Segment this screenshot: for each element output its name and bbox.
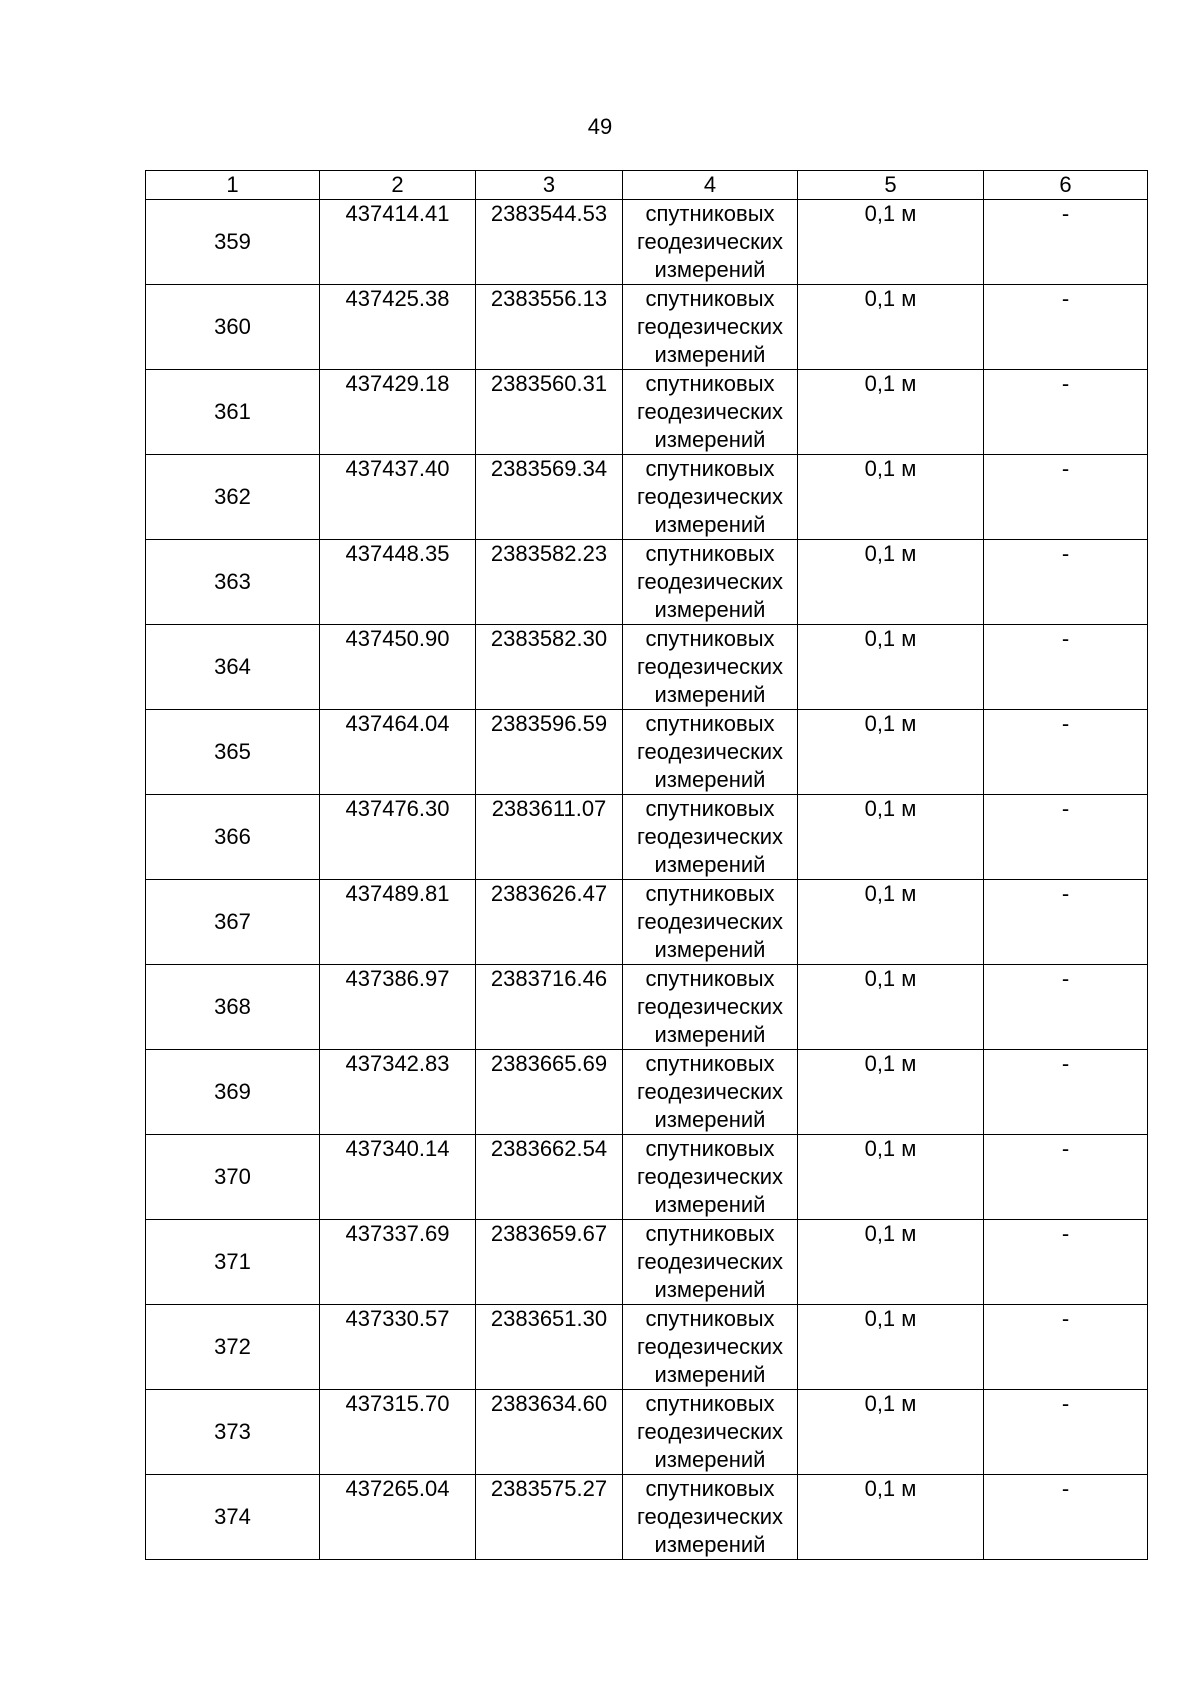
header-cell: 5 xyxy=(798,171,984,200)
accuracy-cell: 0,1 м xyxy=(798,370,984,455)
table-row xyxy=(146,1390,1148,1475)
method-line: спутниковых xyxy=(645,1136,775,1161)
page-number: 49 xyxy=(587,114,613,139)
accuracy-cell: 0,1 м xyxy=(798,1135,984,1220)
note-cell: - xyxy=(984,880,1148,965)
point-number-cell: 363 xyxy=(146,540,320,625)
method-line: измерений xyxy=(654,1192,766,1217)
header-cell: 3 xyxy=(476,171,623,200)
accuracy-cell: 0,1 м xyxy=(798,200,984,285)
table-header-row xyxy=(146,171,1148,200)
accuracy-cell: 0,1 м xyxy=(798,880,984,965)
accuracy-cell: 0,1 м xyxy=(798,1050,984,1135)
method-cell xyxy=(623,1220,798,1305)
header-cell: 6 xyxy=(984,171,1148,200)
y-coordinate-cell: 2383651.30 xyxy=(476,1305,623,1390)
method-line: геодезических xyxy=(636,1164,784,1189)
point-number-cell: 359 xyxy=(146,200,320,285)
x-coordinate-cell: 437340.14 xyxy=(320,1135,476,1220)
y-coordinate-cell: 2383560.31 xyxy=(476,370,623,455)
accuracy-cell: 0,1 м xyxy=(798,455,984,540)
note-cell: - xyxy=(984,1305,1148,1390)
y-coordinate-cell: 2383716.46 xyxy=(476,965,623,1050)
method-line: измерений xyxy=(654,257,766,282)
method-line: геодезических xyxy=(636,739,784,764)
note-cell: - xyxy=(984,1390,1148,1475)
header-cell: 4 xyxy=(623,171,798,200)
method-line: геодезических xyxy=(636,484,784,509)
table-row xyxy=(146,795,1148,880)
note-cell: - xyxy=(984,625,1148,710)
header-cell: 2 xyxy=(320,171,476,200)
method-line: геодезических xyxy=(636,824,784,849)
method-cell xyxy=(623,200,798,285)
method-cell xyxy=(623,455,798,540)
method-line: спутниковых xyxy=(645,966,775,991)
method-line: спутниковых xyxy=(645,1051,775,1076)
method-line: геодезических xyxy=(636,399,784,424)
method-line: измерений xyxy=(654,512,766,537)
y-coordinate-cell: 2383596.59 xyxy=(476,710,623,795)
method-line: геодезических xyxy=(636,654,784,679)
x-coordinate-cell: 437425.38 xyxy=(320,285,476,370)
method-line: геодезических xyxy=(636,314,784,339)
note-cell: - xyxy=(984,1135,1148,1220)
method-line: геодезических xyxy=(636,1079,784,1104)
method-line: измерений xyxy=(654,767,766,792)
table-row xyxy=(146,1305,1148,1390)
accuracy-cell: 0,1 м xyxy=(798,795,984,880)
method-line: измерений xyxy=(654,342,766,367)
method-line: спутниковых xyxy=(645,1391,775,1416)
method-line: измерений xyxy=(654,1362,766,1387)
method-line: спутниковых xyxy=(645,1476,775,1501)
note-cell: - xyxy=(984,1050,1148,1135)
note-cell: - xyxy=(984,795,1148,880)
table-row xyxy=(146,1135,1148,1220)
table-row xyxy=(146,880,1148,965)
x-coordinate-cell: 437489.81 xyxy=(320,880,476,965)
method-line: измерений xyxy=(654,682,766,707)
method-line: измерений xyxy=(654,1447,766,1472)
accuracy-cell: 0,1 м xyxy=(798,1390,984,1475)
x-coordinate-cell: 437414.41 xyxy=(320,200,476,285)
accuracy-cell: 0,1 м xyxy=(798,1475,984,1560)
method-line: измерений xyxy=(654,937,766,962)
y-coordinate-cell: 2383665.69 xyxy=(476,1050,623,1135)
method-line: геодезических xyxy=(636,909,784,934)
method-line: геодезических xyxy=(636,229,784,254)
method-line: спутниковых xyxy=(645,541,775,566)
method-line: геодезических xyxy=(636,1504,784,1529)
method-line: измерений xyxy=(654,1532,766,1557)
table-row xyxy=(146,625,1148,710)
point-number-cell: 371 xyxy=(146,1220,320,1305)
point-number-cell: 360 xyxy=(146,285,320,370)
method-line: спутниковых xyxy=(645,371,775,396)
y-coordinate-cell: 2383634.60 xyxy=(476,1390,623,1475)
y-coordinate-cell: 2383575.27 xyxy=(476,1475,623,1560)
method-line: измерений xyxy=(654,1277,766,1302)
x-coordinate-cell: 437342.83 xyxy=(320,1050,476,1135)
point-number-cell: 364 xyxy=(146,625,320,710)
method-line: геодезических xyxy=(636,1334,784,1359)
point-number-cell: 374 xyxy=(146,1475,320,1560)
accuracy-cell: 0,1 м xyxy=(798,1220,984,1305)
table-row xyxy=(146,285,1148,370)
note-cell: - xyxy=(984,285,1148,370)
x-coordinate-cell: 437476.30 xyxy=(320,795,476,880)
point-number-cell: 368 xyxy=(146,965,320,1050)
accuracy-cell: 0,1 м xyxy=(798,710,984,795)
method-line: спутниковых xyxy=(645,711,775,736)
method-cell xyxy=(623,540,798,625)
method-cell xyxy=(623,1305,798,1390)
point-number-cell: 370 xyxy=(146,1135,320,1220)
method-line: спутниковых xyxy=(645,1221,775,1246)
method-line: спутниковых xyxy=(645,881,775,906)
header-cell: 1 xyxy=(146,171,320,200)
table-row xyxy=(146,965,1148,1050)
method-line: геодезических xyxy=(636,1419,784,1444)
table-row xyxy=(146,1475,1148,1560)
method-cell xyxy=(623,965,798,1050)
method-line: измерений xyxy=(654,1107,766,1132)
table-row xyxy=(146,370,1148,455)
accuracy-cell: 0,1 м xyxy=(798,965,984,1050)
method-line: измерений xyxy=(654,597,766,622)
accuracy-cell: 0,1 м xyxy=(798,625,984,710)
point-number-cell: 369 xyxy=(146,1050,320,1135)
x-coordinate-cell: 437437.40 xyxy=(320,455,476,540)
point-number-cell: 365 xyxy=(146,710,320,795)
x-coordinate-cell: 437448.35 xyxy=(320,540,476,625)
method-cell xyxy=(623,1475,798,1560)
method-cell xyxy=(623,625,798,710)
y-coordinate-cell: 2383659.67 xyxy=(476,1220,623,1305)
y-coordinate-cell: 2383662.54 xyxy=(476,1135,623,1220)
y-coordinate-cell: 2383544.53 xyxy=(476,200,623,285)
x-coordinate-cell: 437265.04 xyxy=(320,1475,476,1560)
y-coordinate-cell: 2383569.34 xyxy=(476,455,623,540)
y-coordinate-cell: 2383611.07 xyxy=(476,795,623,880)
method-cell xyxy=(623,710,798,795)
y-coordinate-cell: 2383582.30 xyxy=(476,625,623,710)
note-cell: - xyxy=(984,200,1148,285)
table-row xyxy=(146,1220,1148,1305)
note-cell: - xyxy=(984,370,1148,455)
method-line: спутниковых xyxy=(645,626,775,651)
x-coordinate-cell: 437337.69 xyxy=(320,1220,476,1305)
x-coordinate-cell: 437429.18 xyxy=(320,370,476,455)
table-row xyxy=(146,710,1148,795)
note-cell: - xyxy=(984,1220,1148,1305)
point-number-cell: 366 xyxy=(146,795,320,880)
table-row xyxy=(146,200,1148,285)
method-line: измерений xyxy=(654,1022,766,1047)
x-coordinate-cell: 437450.90 xyxy=(320,625,476,710)
method-cell xyxy=(623,1050,798,1135)
method-line: геодезических xyxy=(636,994,784,1019)
method-line: спутниковых xyxy=(645,201,775,226)
method-line: геодезических xyxy=(636,569,784,594)
method-line: спутниковых xyxy=(645,1306,775,1331)
point-number-cell: 367 xyxy=(146,880,320,965)
point-number-cell: 373 xyxy=(146,1390,320,1475)
note-cell: - xyxy=(984,540,1148,625)
method-cell xyxy=(623,285,798,370)
method-line: спутниковых xyxy=(645,286,775,311)
method-cell xyxy=(623,880,798,965)
x-coordinate-cell: 437315.70 xyxy=(320,1390,476,1475)
table-row xyxy=(146,1050,1148,1135)
note-cell: - xyxy=(984,965,1148,1050)
y-coordinate-cell: 2383556.13 xyxy=(476,285,623,370)
method-line: спутниковых xyxy=(645,796,775,821)
table-row xyxy=(146,455,1148,540)
note-cell: - xyxy=(984,455,1148,540)
y-coordinate-cell: 2383626.47 xyxy=(476,880,623,965)
method-cell xyxy=(623,1135,798,1220)
point-number-cell: 361 xyxy=(146,370,320,455)
method-line: измерений xyxy=(654,852,766,877)
y-coordinate-cell: 2383582.23 xyxy=(476,540,623,625)
x-coordinate-cell: 437330.57 xyxy=(320,1305,476,1390)
accuracy-cell: 0,1 м xyxy=(798,1305,984,1390)
note-cell: - xyxy=(984,710,1148,795)
note-cell: - xyxy=(984,1475,1148,1560)
method-line: спутниковых xyxy=(645,456,775,481)
method-line: геодезических xyxy=(636,1249,784,1274)
table-row xyxy=(146,540,1148,625)
x-coordinate-cell: 437464.04 xyxy=(320,710,476,795)
coordinates-table xyxy=(145,170,1148,1560)
point-number-cell: 372 xyxy=(146,1305,320,1390)
x-coordinate-cell: 437386.97 xyxy=(320,965,476,1050)
method-line: измерений xyxy=(654,427,766,452)
accuracy-cell: 0,1 м xyxy=(798,540,984,625)
method-cell xyxy=(623,795,798,880)
accuracy-cell: 0,1 м xyxy=(798,285,984,370)
method-cell xyxy=(623,1390,798,1475)
method-cell xyxy=(623,370,798,455)
point-number-cell: 362 xyxy=(146,455,320,540)
